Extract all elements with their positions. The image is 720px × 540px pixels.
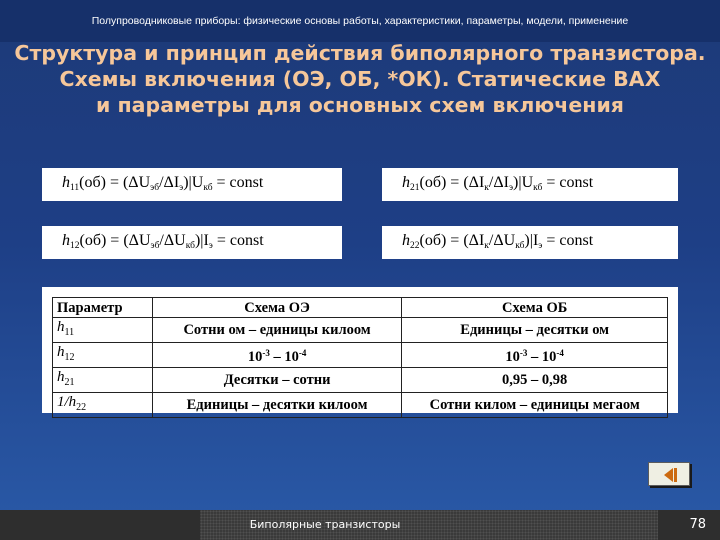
value-ob: 0,95 – 0,98 [402,368,668,393]
header-parameter: Параметр [53,298,153,318]
footer-title: Биполярные транзисторы [249,518,401,531]
formula-h21: $h_{21}(об) = (\Delta I_к/\Delta I_э)|U_{кб}$ = const [382,168,678,201]
param-name: $h_{11}$ [53,318,153,343]
header-text: Полупроводниковые приборы: физические основы работы, характеристики, параметры, модели, применение [91,15,629,27]
table-header-row [53,298,668,318]
value-oe: Десятки – сотни [152,368,402,393]
formula-h11: $h_{11}(об) = (\Delta U_{эб}/\Delta I_э)|U_{кб}$ = const [42,168,342,201]
header-scheme-ob: Схема ОБ [402,298,668,318]
param-name: $h_{12}$ [53,343,153,368]
parameter-table-panel [42,287,678,413]
skip-to-first-icon [661,467,679,483]
table-row [53,343,668,368]
first-slide-button[interactable] [648,462,690,486]
param-name: $1/h_{22}$ [53,393,153,418]
value-ob: $10^{-3} - 10^{-4}$ [402,343,668,368]
value-ob: Единицы – десятки ом [402,318,668,343]
parameter-table [52,297,668,418]
table-row [53,393,668,418]
footer-bar [0,510,720,540]
value-oe: Сотни ом – единицы килоом [152,318,402,343]
value-oe: Единицы – десятки килоом [152,393,402,418]
header-scheme-oe: Схема ОЭ [152,298,402,318]
page-number: 78 [689,517,706,532]
param-name: $h_{21}$ [53,368,153,393]
table-row [53,368,668,393]
value-ob: Сотни килом – единицы мегаом [402,393,668,418]
title-line-2: Схемы включения (ОЭ, ОБ, *ОК). Статические ВАХ [59,67,661,91]
formula-h22: $h_{22}(об) = (\Delta I_к/\Delta U_{кб})|I_э$ = const [382,226,678,259]
slide-title [10,40,710,118]
title-line-3: и параметры для основных схем включения [96,93,624,117]
value-oe: $10^{-3} - 10^{-4}$ [152,343,402,368]
title-line-1: Структура и принцип действия биполярного транзистора. [14,41,706,65]
formula-h12: $h_{12}(об) = (\Delta U_{эб}/\Delta U_{кб})|I_э$ = const [42,226,342,259]
table-row [53,318,668,343]
